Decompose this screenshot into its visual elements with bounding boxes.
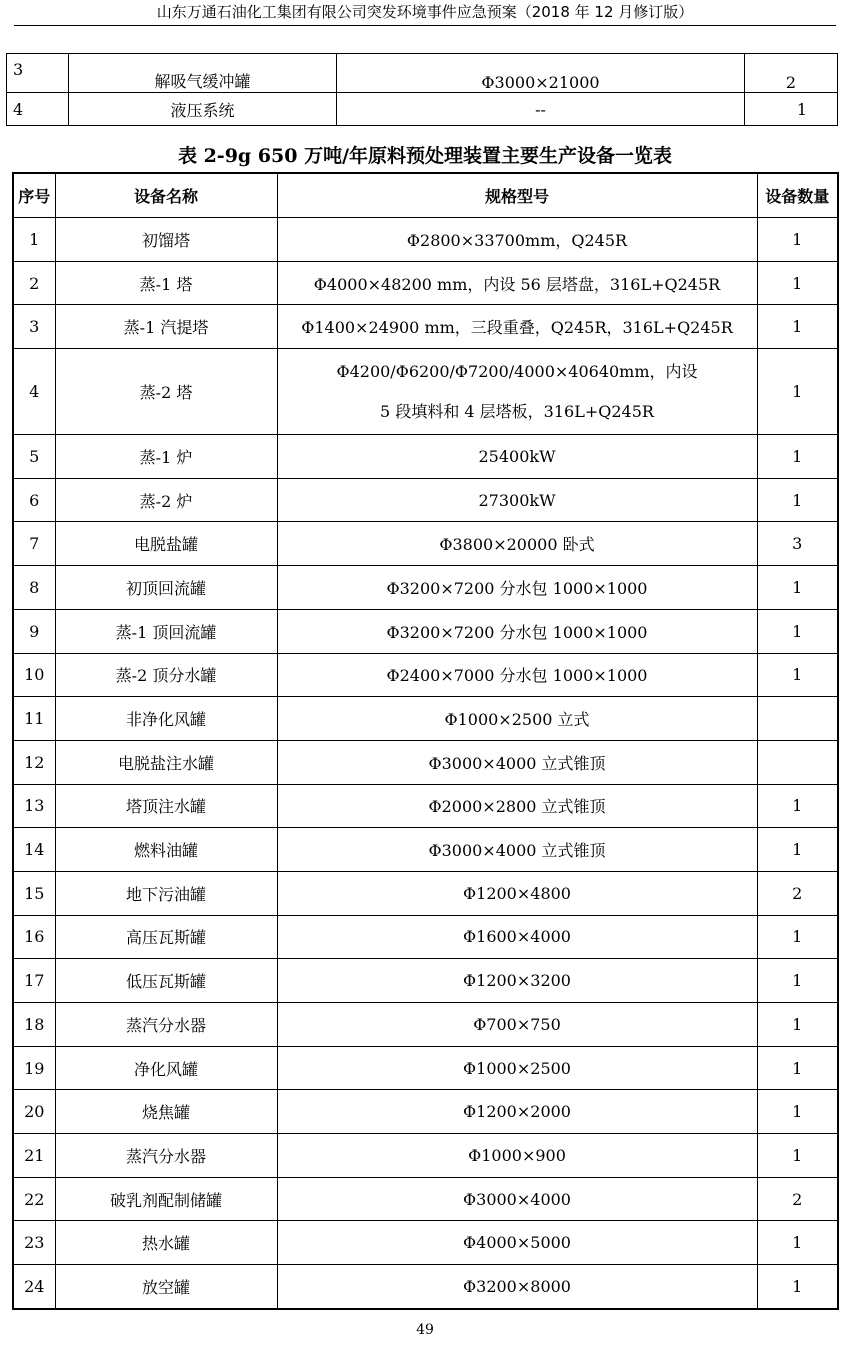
name-cell: 蒸-1 顶回流罐: [55, 609, 277, 653]
spec-cell: Φ3200×7200 分水包 1000×1000: [277, 609, 757, 653]
seq-cell: 4: [13, 349, 55, 435]
seq-cell: 5: [13, 435, 55, 479]
spec-line-2: 5 段填料和 4 层塔板，316L+Q245R: [380, 401, 654, 421]
table-row: [13, 1090, 838, 1134]
qty-cell: 1: [757, 784, 838, 828]
table-row: [13, 740, 838, 784]
table-row: [13, 1134, 838, 1178]
name-cell: 蒸-1 汽提塔: [55, 305, 277, 349]
seq-cell: 1: [13, 218, 55, 262]
table-row: [13, 305, 838, 349]
seq-cell: 12: [13, 740, 55, 784]
seq-cell: 4: [7, 93, 69, 126]
seq-cell: 19: [13, 1046, 55, 1090]
qty-cell: 1: [757, 1090, 838, 1134]
continued-table: [6, 53, 838, 126]
table-row: [13, 1003, 838, 1047]
header-rule: [14, 25, 836, 26]
seq-cell: 20: [13, 1090, 55, 1134]
seq-cell: 3: [7, 54, 69, 93]
name-cell: 破乳剂配制储罐: [55, 1177, 277, 1221]
seq-cell: 13: [13, 784, 55, 828]
seq-cell: 16: [13, 915, 55, 959]
name-cell: 高压瓦斯罐: [55, 915, 277, 959]
spec-cell: Φ4000×48200 mm，内设 56 层塔盘，316L+Q245R: [277, 261, 757, 305]
qty-cell: 1: [757, 959, 838, 1003]
name-cell: 蒸-2 顶分水罐: [55, 653, 277, 697]
seq-cell: 8: [13, 566, 55, 610]
table-row: [13, 828, 838, 872]
table-row: [13, 871, 838, 915]
qty-cell: 1: [745, 93, 838, 126]
name-cell: 初顶回流罐: [55, 566, 277, 610]
name-cell: 热水罐: [55, 1221, 277, 1265]
seq-cell: 7: [13, 522, 55, 566]
spec-cell: Φ3000×4000 立式锥顶: [277, 828, 757, 872]
qty-cell: 1: [757, 1046, 838, 1090]
name-cell: 燃料油罐: [55, 828, 277, 872]
spec-cell: [277, 349, 757, 435]
table-row: [13, 478, 838, 522]
spec-cell: Φ2000×2800 立式锥顶: [277, 784, 757, 828]
name-cell: 非净化风罐: [55, 697, 277, 741]
equipment-table: [12, 172, 839, 1310]
name-cell: 蒸-2 塔: [55, 349, 277, 435]
spec-cell: Φ3200×7200 分水包 1000×1000: [277, 566, 757, 610]
spec-cell: Φ3000×4000: [277, 1177, 757, 1221]
seq-cell: 9: [13, 609, 55, 653]
table-row: [13, 784, 838, 828]
spec-line-1: Φ4200/Φ6200/Φ7200/4000×40640mm，内设: [336, 361, 698, 381]
table-row: [7, 54, 838, 93]
table-caption: 表 2-9g 650 万吨/年原料预处理装置主要生产设备一览表: [177, 145, 673, 167]
name-cell: 蒸-1 塔: [55, 261, 277, 305]
spec-cell: Φ1200×2000: [277, 1090, 757, 1134]
name-cell: 蒸-2 炉: [55, 478, 277, 522]
table-row: [13, 697, 838, 741]
spec-cell: Φ2400×7000 分水包 1000×1000: [277, 653, 757, 697]
spec-cell: Φ1600×4000: [277, 915, 757, 959]
seq-cell: 11: [13, 697, 55, 741]
name-cell: 解吸气缓冲罐: [69, 54, 337, 93]
table-row: [13, 261, 838, 305]
header-seq: 序号: [13, 173, 55, 218]
spec-cell: 25400kW: [277, 435, 757, 479]
table-header-row: [13, 173, 838, 218]
qty-cell: 1: [757, 1265, 838, 1309]
table-row: [13, 566, 838, 610]
table-row: [13, 218, 838, 262]
name-cell: 电脱盐罐: [55, 522, 277, 566]
table-row: [13, 1177, 838, 1221]
qty-cell: 1: [757, 478, 838, 522]
name-cell: 初馏塔: [55, 218, 277, 262]
name-cell: 放空罐: [55, 1265, 277, 1309]
qty-cell: 1: [757, 653, 838, 697]
name-cell: 蒸-1 炉: [55, 435, 277, 479]
spec-cell: Φ3800×20000 卧式: [277, 522, 757, 566]
seq-cell: 22: [13, 1177, 55, 1221]
spec-cell: Φ1000×2500: [277, 1046, 757, 1090]
name-cell: 蒸汽分水器: [55, 1003, 277, 1047]
spec-cell: Φ1200×3200: [277, 959, 757, 1003]
qty-cell: 1: [757, 566, 838, 610]
qty-cell: 1: [757, 609, 838, 653]
seq-cell: 10: [13, 653, 55, 697]
table-row: [13, 653, 838, 697]
spec-cell: Φ2800×33700mm，Q245R: [277, 218, 757, 262]
qty-cell: 3: [757, 522, 838, 566]
seq-cell: 23: [13, 1221, 55, 1265]
seq-cell: 24: [13, 1265, 55, 1309]
page-header: 山东万通石油化工集团有限公司突发环境事件应急预案（2018 年 12 月修订版）: [156, 3, 694, 21]
spec-cell: 27300kW: [277, 478, 757, 522]
qty-cell: 2: [757, 871, 838, 915]
name-cell: 净化风罐: [55, 1046, 277, 1090]
name-cell: 地下污油罐: [55, 871, 277, 915]
qty-cell: 1: [757, 1003, 838, 1047]
seq-cell: 14: [13, 828, 55, 872]
qty-cell: 1: [757, 261, 838, 305]
qty-cell: [757, 740, 838, 784]
spec-cell: Φ3000×4000 立式锥顶: [277, 740, 757, 784]
spec-cell: Φ4000×5000: [277, 1221, 757, 1265]
qty-cell: 2: [745, 54, 838, 93]
table-row: [13, 435, 838, 479]
name-cell: 蒸汽分水器: [55, 1134, 277, 1178]
qty-cell: 1: [757, 349, 838, 435]
table-row: [13, 915, 838, 959]
qty-cell: 1: [757, 218, 838, 262]
spec-cell: Φ3000×21000: [337, 54, 745, 93]
seq-cell: 3: [13, 305, 55, 349]
name-cell: 液压系统: [69, 93, 337, 126]
name-cell: 烧焦罐: [55, 1090, 277, 1134]
qty-cell: 1: [757, 915, 838, 959]
qty-cell: 1: [757, 1134, 838, 1178]
seq-cell: 15: [13, 871, 55, 915]
qty-cell: [757, 697, 838, 741]
spec-cell: --: [337, 93, 745, 126]
header-spec: 规格型号: [277, 173, 757, 218]
seq-cell: 17: [13, 959, 55, 1003]
table-row: [13, 1046, 838, 1090]
spec-cell: Φ1400×24900 mm，三段重叠，Q245R，316L+Q245R: [277, 305, 757, 349]
table-row: [13, 1221, 838, 1265]
table-row: [13, 609, 838, 653]
qty-cell: 2: [757, 1177, 838, 1221]
spec-cell: Φ1000×900: [277, 1134, 757, 1178]
page-number: 49: [416, 1322, 434, 1338]
spec-cell: Φ3200×8000: [277, 1265, 757, 1309]
qty-cell: 1: [757, 435, 838, 479]
spec-cell: Φ700×750: [277, 1003, 757, 1047]
seq-cell: 2: [13, 261, 55, 305]
name-cell: 低压瓦斯罐: [55, 959, 277, 1003]
seq-cell: 6: [13, 478, 55, 522]
table-row: [7, 93, 838, 126]
name-cell: 塔顶注水罐: [55, 784, 277, 828]
spec-cell: Φ1200×4800: [277, 871, 757, 915]
table-row: [13, 1265, 838, 1309]
table-row: [13, 959, 838, 1003]
spec-cell: Φ1000×2500 立式: [277, 697, 757, 741]
qty-cell: 1: [757, 305, 838, 349]
header-name: 设备名称: [55, 173, 277, 218]
table-row: [13, 522, 838, 566]
qty-cell: 1: [757, 828, 838, 872]
name-cell: 电脱盐注水罐: [55, 740, 277, 784]
table-row: [13, 349, 838, 435]
seq-cell: 21: [13, 1134, 55, 1178]
seq-cell: 18: [13, 1003, 55, 1047]
qty-cell: 1: [757, 1221, 838, 1265]
header-qty: 设备数量: [757, 173, 838, 218]
